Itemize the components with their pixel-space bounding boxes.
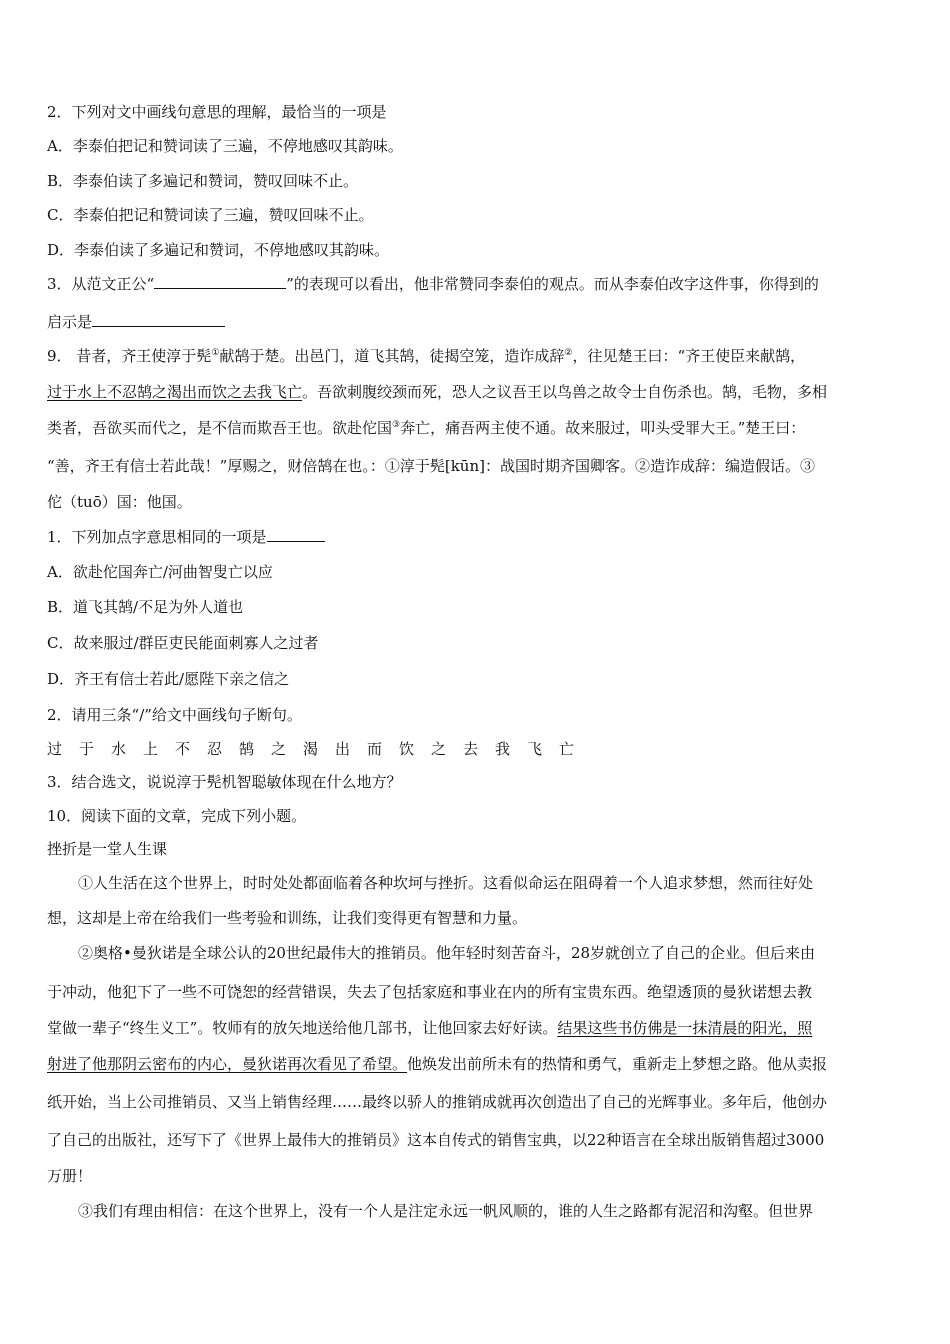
q9-line1-c: ，往见楚王曰：“齐王使臣来献鹄，	[572, 347, 806, 365]
q3-prev-part3: 启示是	[47, 313, 93, 331]
q3-prev-line2	[47, 312, 905, 332]
footnote-ref-1: ①	[211, 348, 220, 358]
q9-sub1-row	[47, 527, 905, 547]
p2-line3-a: 堂做一辈子“终生义工”。牧师有的放矢地送给他几部书，让他回家去好好读。	[47, 1019, 558, 1037]
q9-line3-a: 类者，吾欲买而代之，是不信而欺吾王也。欲赴佗国	[47, 419, 393, 437]
p2-line1: ②奥格•曼狄诺是全球公认的20世纪最伟大的推销员。他年轻时刻苦奋斗，28岁就创立了自己的企业。但后来由	[78, 944, 816, 962]
p1-line2: 想，这却是上帝在给我们一些考验和训练，让我们变得更有智慧和力量。	[47, 909, 528, 927]
q9-sub1-option-c: C．故来服过/群臣吏民能面刺寡人之过者	[47, 634, 319, 652]
p2-underlined-part2: 射进了他那阴云密布的内心，曼狄诺再次看见了希望。	[47, 1055, 408, 1073]
article-title: 挫折是一堂人生课	[47, 840, 168, 858]
q9-sub3: 3．结合选文，说说淳于髡机智聪敏体现在什么地方？	[47, 773, 402, 791]
q3-prev-blank-1[interactable]	[154, 274, 286, 289]
p2-line6: 了自己的出版社，还写下了《世界上最伟大的推销员》这本自传式的销售宝典，以22种语言在全球出版销售超过3000	[47, 1131, 825, 1149]
q9-line1-b: 献鹄于楚。出邑门，道飞其鹄，徒揭空笼，造诈成辞	[219, 347, 565, 365]
p2-line2: 于冲动，他犯下了一些不可饶恕的经营错误，失去了包括家庭和事业在内的所有宝贵东西。绝望透顶的曼狄诺想去教	[47, 983, 813, 1001]
q10-stem: 10．阅读下面的文章，完成下列小题。	[47, 807, 307, 825]
q9-sub2: 2．请用三条“/”给文中画线句子断句。	[47, 706, 302, 724]
footnote-ref-2: ②	[564, 348, 573, 358]
footnote-ref-3: ③	[392, 420, 401, 430]
p2-line4-b: 他焕发出前所未有的热情和勇气，重新走上梦想之路。他从卖报	[407, 1055, 828, 1073]
q3-prev-part2: ”的表现可以看出，他非常赞同李泰伯的观点。而从李泰伯改字这件事，你得到的	[286, 275, 819, 293]
q9-line3	[47, 418, 905, 438]
q9-sub2-sentence: 过于水上不忍鹄之渴出而饮之去我飞亡	[47, 740, 592, 758]
q9-sub1-option-b: B．道飞其鹄/不足为外人道也	[47, 598, 244, 616]
p2-underlined-part1: 结果这些书仿佛是一抹清晨的阳光，照	[557, 1019, 813, 1037]
q9-line5: 佗（tuō）国：他国。	[47, 493, 192, 511]
q3-prev-part1: 3．从范文正公“	[47, 275, 155, 293]
q3-prev-line1	[47, 274, 905, 294]
p3-line1: ③我们有理由相信：在这个世界上，没有一个人是注定永远一帆风顺的，谁的人生之路都有泥沼和沟壑。但世界	[78, 1202, 814, 1220]
q9-sub1-option-a: A．欲赴佗国奔亡/河曲智叟亡以应	[47, 563, 273, 581]
q9-line1-a: 9． 昔者，齐王使淳于髡	[47, 347, 212, 365]
q9-line1	[47, 346, 905, 366]
p2-line7: 万册！	[47, 1167, 93, 1185]
p2-line5: 纸开始，当上公司推销员、又当上销售经理……最终以骄人的推销成就再次创造出了自己的光辉事业。多年后，他创办	[47, 1093, 828, 1111]
q2-prev-stem: 2．下列对文中画线句意思的理解，最恰当的一项是	[47, 103, 387, 121]
q9-line2-rest: 。吾欲刺腹绞颈而死，恐人之议吾王以鸟兽之故令士自伤杀也。鹄，毛物，多相	[302, 383, 828, 401]
q9-sub1-option-d: D．齐王有信士若此/愿陛下亲之信之	[47, 670, 290, 688]
q3-prev-blank-2[interactable]	[92, 312, 225, 327]
q9-sub1-blank[interactable]	[267, 527, 325, 542]
p1-line1: ①人生活在这个世界上，时时处处都面临着各种坎坷与挫折。这看似命运在阻碍着一个人追求梦想，然而往好处	[78, 874, 814, 892]
q9-line2	[47, 382, 905, 402]
q2-prev-option-d: D．李泰伯读了多遍记和赞词，不停地感叹其韵味。	[47, 241, 390, 259]
q2-prev-option-b: B．李泰伯读了多遍记和赞词，赞叹回味不止。	[47, 172, 359, 190]
p2-line4	[47, 1054, 905, 1074]
q9-sub1: 1．下列加点字意思相同的一项是	[47, 528, 267, 546]
q9-underlined-sentence: 过于水上不忍鹄之渴出而饮之去我飞亡	[47, 383, 303, 401]
p2-line3	[47, 1018, 905, 1038]
q2-prev-option-c: C．李泰伯把记和赞词读了三遍，赞叹回味不止。	[47, 206, 374, 224]
q2-prev-option-a: A．李泰伯把记和赞词读了三遍，不停地感叹其韵味。	[47, 137, 403, 155]
q9-line4: “善，齐王有信士若此哉！”厚赐之，财倍鹄在也。：①淳于髡[kūn]：战国时期齐国卿客。②造诈成辞：编造假话。③	[47, 457, 815, 475]
q9-line3-b: 奔亡，痛吾两主使不通。故来服过，叩头受罪大王。”楚王曰：	[400, 419, 806, 437]
